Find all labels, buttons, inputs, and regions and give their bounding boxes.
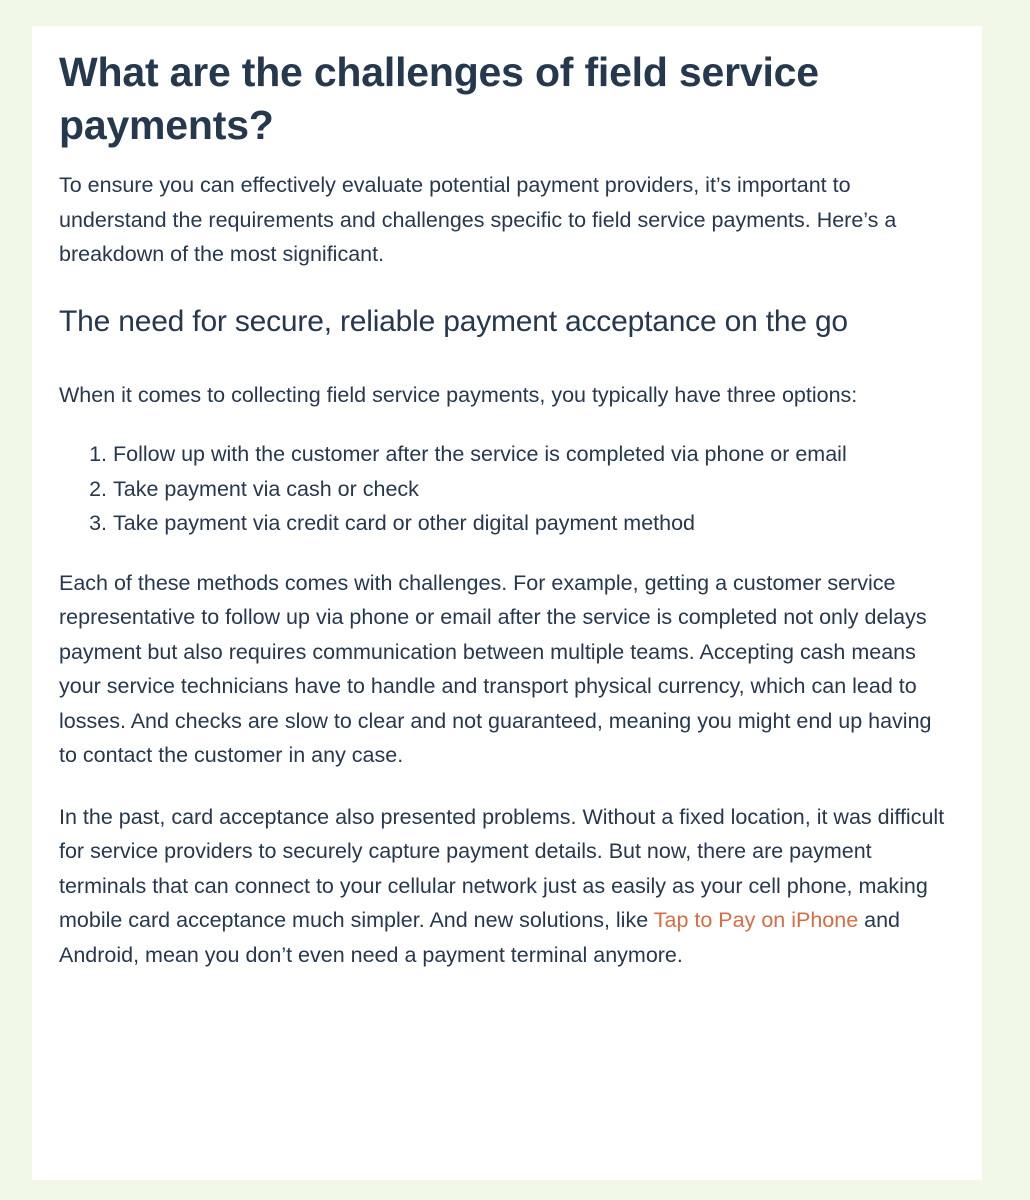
past-paragraph-text-after: and Android, mean you don’t even need a payment terminal anymore.	[59, 908, 901, 967]
intro-paragraph: To ensure you can effectively evaluate potential payment providers, it’s important to understand the requirements and challenges specific to field service payments. Here’s a breakdown of the most significant.	[59, 173, 897, 266]
past-paragraph	[59, 800, 954, 973]
article-title: What are the challenges of field service payments?	[59, 49, 819, 148]
challenges-paragraph: Each of these methods comes with challenges. For example, getting a customer service representative to follow up via phone or email after the service is completed not only delays payment but also requires communication between multiple teams. Accepting cash means your service technicians have to handle and transport physical currency, which can lead to losses. And checks are slow to clear and not guaranteed, meaning you might end up having to contact the customer in any case.	[59, 570, 932, 767]
list-item: 1. Follow up with the customer after the service is completed via phone or email	[113, 437, 954, 472]
payment-options-list	[59, 437, 954, 541]
options-intro-paragraph: When it comes to collecting field service payments, you typically have three options:	[59, 382, 858, 407]
section-heading: The need for secure, reliable payment acceptance on the go	[59, 304, 848, 338]
list-item: 2. Take payment via cash or check	[113, 472, 954, 507]
list-item: 3. Take payment via credit card or other digital payment method	[113, 506, 954, 541]
past-paragraph-text-before: In the past, card acceptance also presented problems. Without a fixed location, it was difficult for service providers to securely capture payment details. But now, there are payment terminals that can connect to your cellular network just as easily as your cell phone, making mobile card acceptance much simpler. And new solutions, like	[59, 804, 945, 932]
article-card	[32, 26, 982, 1180]
tap-to-pay-link[interactable]: Tap to Pay on iPhone	[653, 908, 859, 932]
